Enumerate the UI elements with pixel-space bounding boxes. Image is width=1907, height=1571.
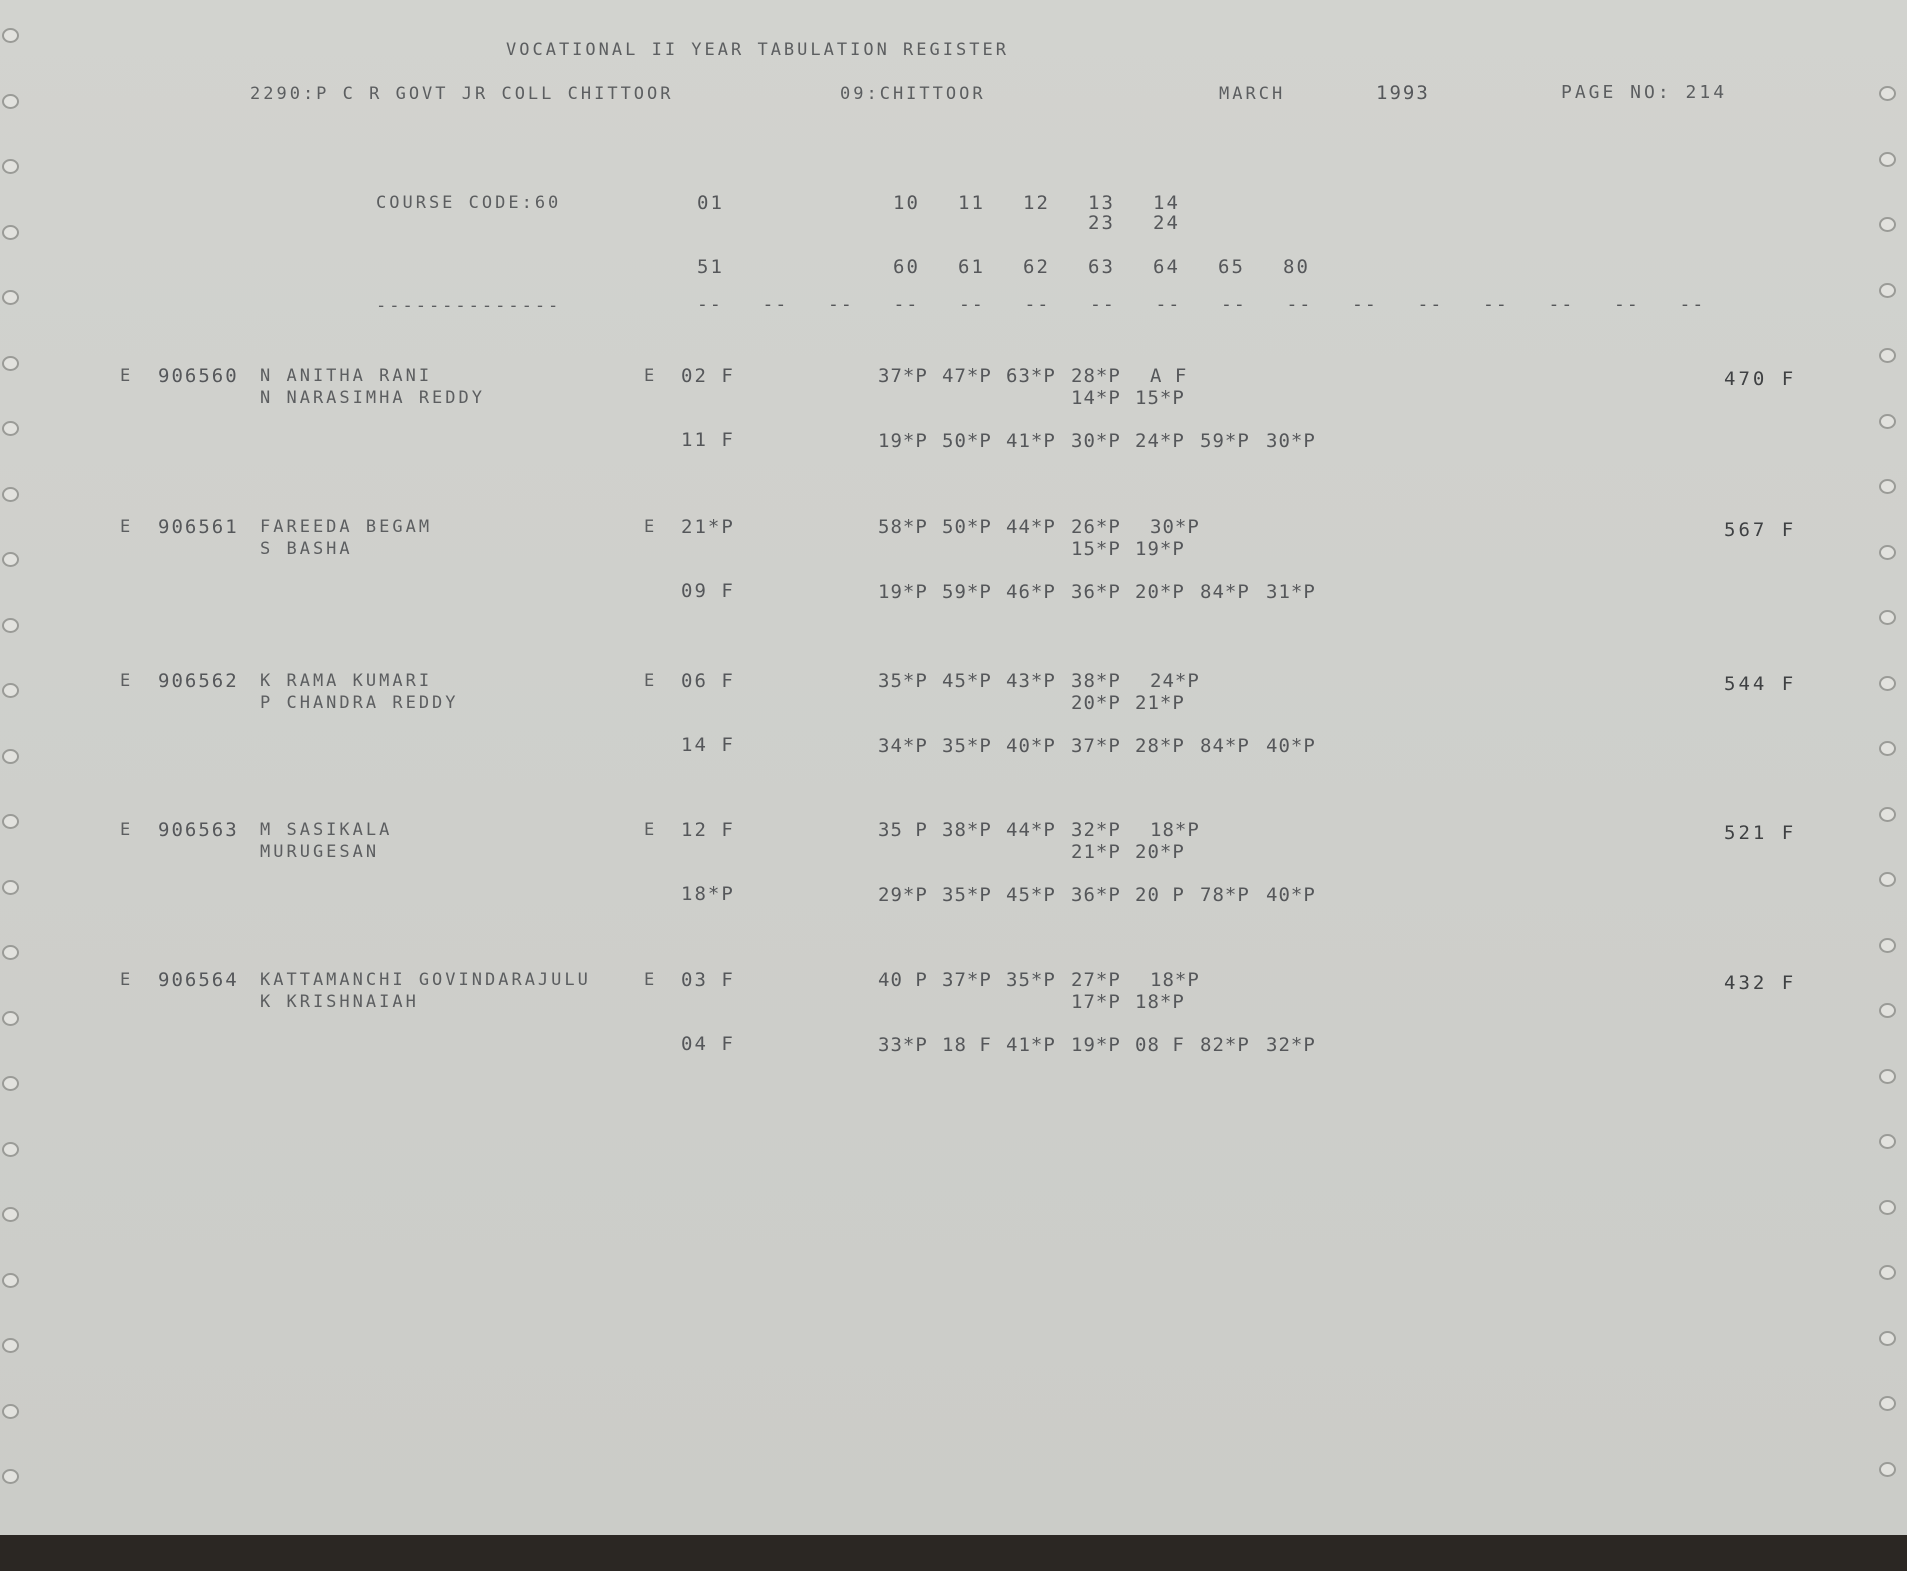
father-name: K KRISHNAIAH [260,992,419,1012]
medium-code: E [644,366,658,386]
subject-mark: 40*P [1266,735,1316,757]
subject-mark: 50*P [942,516,992,538]
subject-mark: 32*P [1071,819,1121,841]
father-name: MURUGESAN [260,842,380,862]
subject-mark: 37*P [1071,735,1121,757]
right-tractor-strip [1840,0,1907,1535]
feed-hole [1879,1200,1896,1215]
feed-hole [2,421,19,436]
course-col-code: 12 [1023,192,1050,214]
feed-hole [2,487,19,502]
subject-mark: 35*P [1006,969,1056,991]
subject-mark: 78*P [1200,884,1250,906]
feed-hole [1879,1069,1896,1084]
feed-hole [1879,1003,1896,1018]
column-dash: -- [1221,294,1247,315]
subject-mark: 36*P [1071,884,1121,906]
feed-hole [2,1076,19,1091]
subject-mark: 28*P [1071,365,1121,387]
subject-mark: 37*P [942,969,992,991]
feed-hole [1879,479,1896,494]
course-col-code: 60 [893,256,920,278]
subject-mark: 08 F [1135,1034,1185,1056]
language-mark: 02 F [681,365,735,387]
subject-mark: 19*P [1071,1034,1121,1056]
section-code: E [120,970,134,990]
section-code: E [120,820,134,840]
district-name: 09:CHITTOOR [840,84,986,104]
course-col-code: 24 [1153,212,1180,234]
subject-mark: 26*P [1071,516,1121,538]
course-col-code: 63 [1088,256,1115,278]
student-name: K RAMA KUMARI [260,671,433,691]
subject-mark: 15*P [1071,538,1121,560]
feed-hole [1879,1265,1896,1280]
subject-mark: 17*P [1071,991,1121,1013]
feed-hole [1879,545,1896,560]
column-dash: -- [959,294,985,315]
feed-hole [2,290,19,305]
subject-mark: 63*P [1006,365,1056,387]
column-dash: -- [1483,294,1509,315]
subject-mark: 40*P [1006,735,1056,757]
exam-year: 1993 [1376,82,1430,104]
subject-mark: 19*P [878,430,928,452]
subject-mark: 14*P [1071,387,1121,409]
column-dash: -- [697,294,723,315]
subject-mark: 45*P [1006,884,1056,906]
subject-mark: 20 P [1135,884,1185,906]
feed-hole [2,1469,19,1484]
column-dash: -- [1286,294,1313,315]
feed-hole [2,356,19,371]
feed-hole [2,1404,19,1419]
feed-hole [2,94,19,109]
feed-hole [2,683,19,698]
father-name: N NARASIMHA REDDY [260,388,485,408]
column-dash: -- [1352,294,1378,315]
course-code-label: COURSE CODE:60 [376,193,562,213]
feed-hole [1879,1396,1896,1411]
subject-mark: 38*P [1071,670,1121,692]
subject-mark: 59*P [1200,430,1250,452]
subject-mark: 19*P [878,581,928,603]
subject-mark: 33*P [878,1034,928,1056]
register-number: 906560 [158,365,239,387]
father-name: P CHANDRA REDDY [260,693,459,713]
column-dash: -- [762,294,789,315]
course-col-code: 14 [1153,192,1180,214]
course-col-code: 65 [1218,256,1245,278]
subject-mark: 30*P [1150,516,1200,538]
feed-hole [2,749,19,764]
subject-mark: 32*P [1266,1034,1316,1056]
language-mark: 12 F [681,819,735,841]
medium-code: E [644,970,658,990]
section-code: E [120,517,134,537]
student-name: N ANITHA RANI [260,366,433,386]
subject-mark: 29*P [878,884,928,906]
feed-hole [1879,872,1896,887]
subject-mark: 43*P [1006,670,1056,692]
father-name: S BASHA [260,539,353,559]
total-marks: 470 F [1724,368,1797,390]
language-mark: 06 F [681,670,735,692]
subject-mark: 45*P [942,670,992,692]
column-dash: -- [1090,294,1116,315]
language-mark: 14 F [681,734,735,756]
subject-mark: 59*P [942,581,992,603]
left-tractor-strip [0,0,28,1535]
subject-mark: 19*P [1135,538,1185,560]
language-mark: 03 F [681,969,735,991]
feed-hole [2,1338,19,1353]
feed-hole [2,1011,19,1026]
course-col-code: 10 [893,192,920,214]
subject-mark: 37*P [878,365,928,387]
register-number: 906562 [158,670,239,692]
register-number: 906561 [158,516,239,538]
course-label-rule: -------------- [376,296,562,316]
feed-hole [2,1142,19,1157]
feed-hole [2,618,19,633]
subject-mark: 82*P [1200,1034,1250,1056]
exam-month: MARCH [1219,84,1286,104]
feed-hole [2,28,19,43]
register-title: VOCATIONAL II YEAR TABULATION REGISTER [506,40,1009,60]
feed-hole [1879,807,1896,822]
feed-hole [2,880,19,895]
column-dash: -- [1417,294,1444,315]
subject-mark: 84*P [1200,581,1250,603]
subject-mark: 35*P [878,670,928,692]
column-dash: -- [1614,294,1640,315]
subject-mark: 24*P [1135,430,1185,452]
course-col-code: 23 [1088,212,1115,234]
total-marks: 544 F [1724,673,1797,695]
student-name: M SASIKALA [260,820,393,840]
subject-mark: 30*P [1071,430,1121,452]
column-dash: -- [828,294,854,315]
subject-mark: 21*P [1071,841,1121,863]
column-dash: -- [1548,294,1575,315]
subject-mark: 41*P [1006,1034,1056,1056]
feed-hole [1879,283,1896,298]
column-dash: -- [1679,294,1706,315]
subject-mark: 46*P [1006,581,1056,603]
feed-hole [2,1207,19,1222]
course-col-code: 11 [958,192,985,214]
college-name: 2290:P C R GOVT JR COLL CHITTOOR [250,84,674,104]
course-col-code: 80 [1283,256,1310,278]
feed-hole [1879,414,1896,429]
subject-mark: 40 P [878,969,928,991]
column-dash: -- [893,294,920,315]
subject-mark: 50*P [942,430,992,452]
section-code: E [120,366,134,386]
medium-code: E [644,820,658,840]
medium-code: E [644,517,658,537]
subject-mark: 34*P [878,735,928,757]
feed-hole [2,225,19,240]
subject-mark: 24*P [1150,670,1200,692]
page-number: PAGE NO: 214 [1561,82,1728,103]
feed-hole [1879,348,1896,363]
feed-hole [1879,938,1896,953]
total-marks: 567 F [1724,519,1797,541]
register-number: 906563 [158,819,239,841]
column-dash: -- [1024,294,1051,315]
subject-mark: 47*P [942,365,992,387]
register-number: 906564 [158,969,239,991]
total-marks: 521 F [1724,822,1797,844]
feed-hole [2,159,19,174]
subject-mark: 35*P [942,884,992,906]
subject-mark: 41*P [1006,430,1056,452]
subject-mark: 20*P [1135,841,1185,863]
course-col-code: 64 [1153,256,1180,278]
subject-mark: 27*P [1071,969,1121,991]
subject-mark: A F [1150,365,1188,387]
total-marks: 432 F [1724,972,1797,994]
course-col-code: 01 [697,192,724,214]
column-dash: -- [1155,294,1182,315]
student-name: KATTAMANCHI GOVINDARAJULU [260,970,591,990]
student-name: FAREEDA BEGAM [260,517,433,537]
course-col-code: 61 [958,256,985,278]
feed-hole [1879,676,1896,691]
subject-mark: 18*P [1150,819,1200,841]
feed-hole [1879,86,1896,101]
subject-mark: 18 F [942,1034,992,1056]
subject-mark: 36*P [1071,581,1121,603]
section-code: E [120,671,134,691]
language-mark: 21*P [681,516,735,538]
subject-mark: 44*P [1006,516,1056,538]
subject-mark: 28*P [1135,735,1185,757]
course-col-code: 62 [1023,256,1050,278]
course-col-code: 51 [697,256,724,278]
subject-mark: 20*P [1071,692,1121,714]
subject-mark: 21*P [1135,692,1185,714]
feed-hole [1879,152,1896,167]
feed-hole [1879,1462,1896,1477]
subject-mark: 20*P [1135,581,1185,603]
subject-mark: 35*P [942,735,992,757]
subject-mark: 38*P [942,819,992,841]
subject-mark: 30*P [1266,430,1316,452]
feed-hole [1879,741,1896,756]
feed-hole [1879,1331,1896,1346]
language-mark: 18*P [681,883,735,905]
language-mark: 09 F [681,580,735,602]
language-mark: 11 F [681,429,735,451]
feed-hole [1879,217,1896,232]
subject-mark: 35 P [878,819,928,841]
subject-mark: 40*P [1266,884,1316,906]
subject-mark: 18*P [1150,969,1200,991]
feed-hole [2,814,19,829]
subject-mark: 84*P [1200,735,1250,757]
feed-hole [2,552,19,567]
subject-mark: 31*P [1266,581,1316,603]
subject-mark: 44*P [1006,819,1056,841]
feed-hole [2,945,19,960]
feed-hole [1879,610,1896,625]
feed-hole [1879,1134,1896,1149]
medium-code: E [644,671,658,691]
language-mark: 04 F [681,1033,735,1055]
course-col-code: 13 [1088,192,1115,214]
subject-mark: 18*P [1135,991,1185,1013]
subject-mark: 15*P [1135,387,1185,409]
feed-hole [2,1273,19,1288]
subject-mark: 58*P [878,516,928,538]
